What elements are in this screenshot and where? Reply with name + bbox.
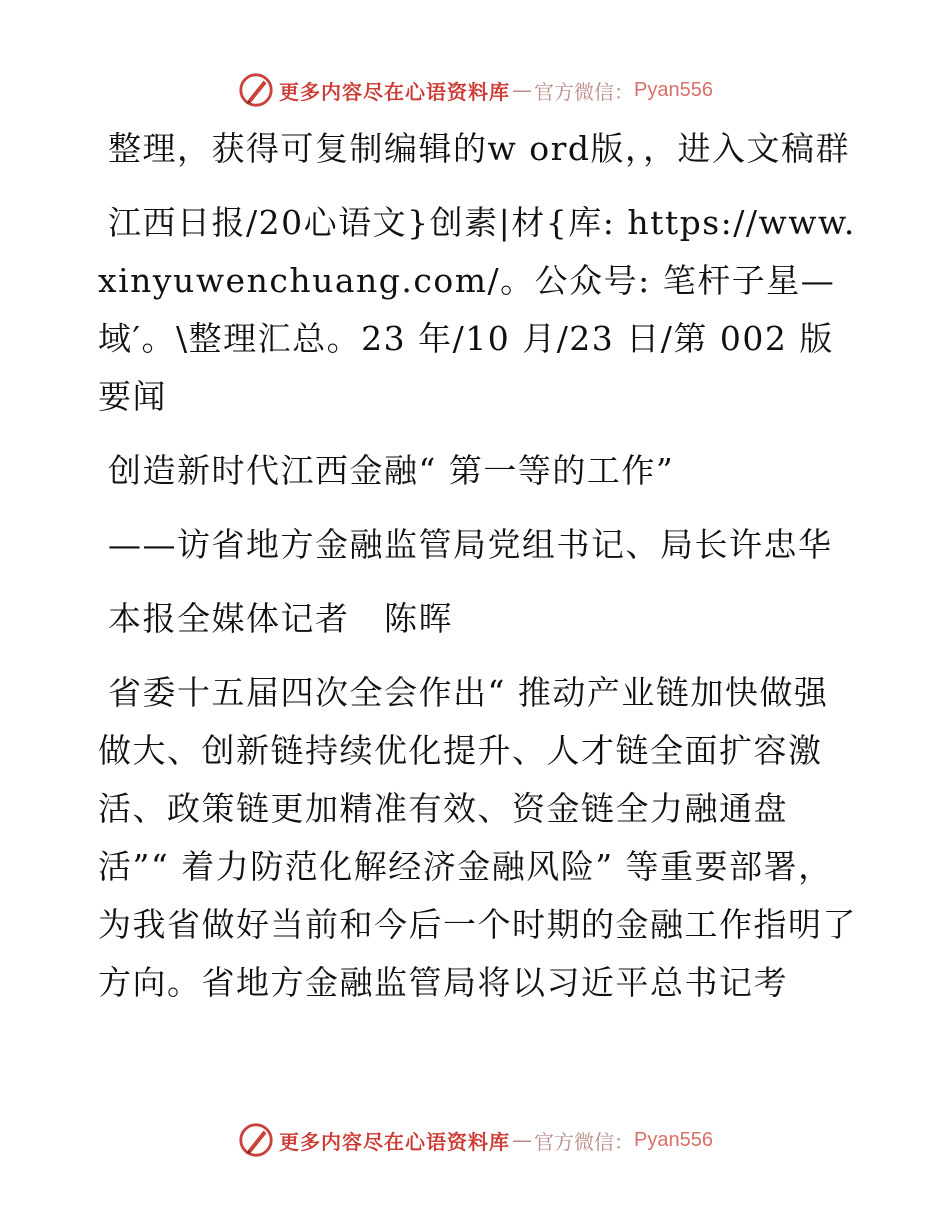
pen-logo-icon [237,1121,275,1159]
watermark-footer [0,1120,950,1160]
watermark-header [0,70,950,110]
watermark-brand: 更多内容尽在心语资料库 [279,1129,511,1154]
watermark-brand: 更多内容尽在心语资料库 [279,79,511,104]
watermark-official: 官方微信： [534,1129,635,1154]
document-body [98,120,858,1028]
paragraph-intro: 整理，获得可复制编辑的w ord版，，进入文稿群 [108,129,851,168]
article-subtitle: ——访省地方金融监管局党组书记、局长许忠华 [108,525,833,564]
article-byline: 本报全媒体记者 陈晖 [108,599,453,638]
watermark-official: 官方微信： [534,79,635,104]
paragraph-body: 省委十五届四次全会作出“ 推动产业链加快做强做大、创新链持续优化提升、人才链全面扩容激活、政策链更加精准有效、资金链全力融通盘活”“ 着力防范化解经济金融风险” 等重要部署，为我省做好当前和今后一个时期的金融工作指明了方向。省地方金融监管局将以习近平总书记考 [98,673,857,1002]
watermark-handle: Pyan556 [634,1128,713,1151]
watermark-separator: — [512,78,533,102]
paragraph-source: 江西日报/20心语文}创素|材{库: https://www.xinyuwenchuang.com/。公众号: 笔杆子星—域′。\整理汇总。23 年/10 月/23 日/第 002 版要闻 [98,203,856,416]
watermark-separator: — [512,1128,533,1152]
pen-logo-icon [237,71,275,109]
watermark-handle: Pyan556 [634,78,713,101]
article-title: 创造新时代江西金融“ 第一等的工作” [108,451,675,490]
